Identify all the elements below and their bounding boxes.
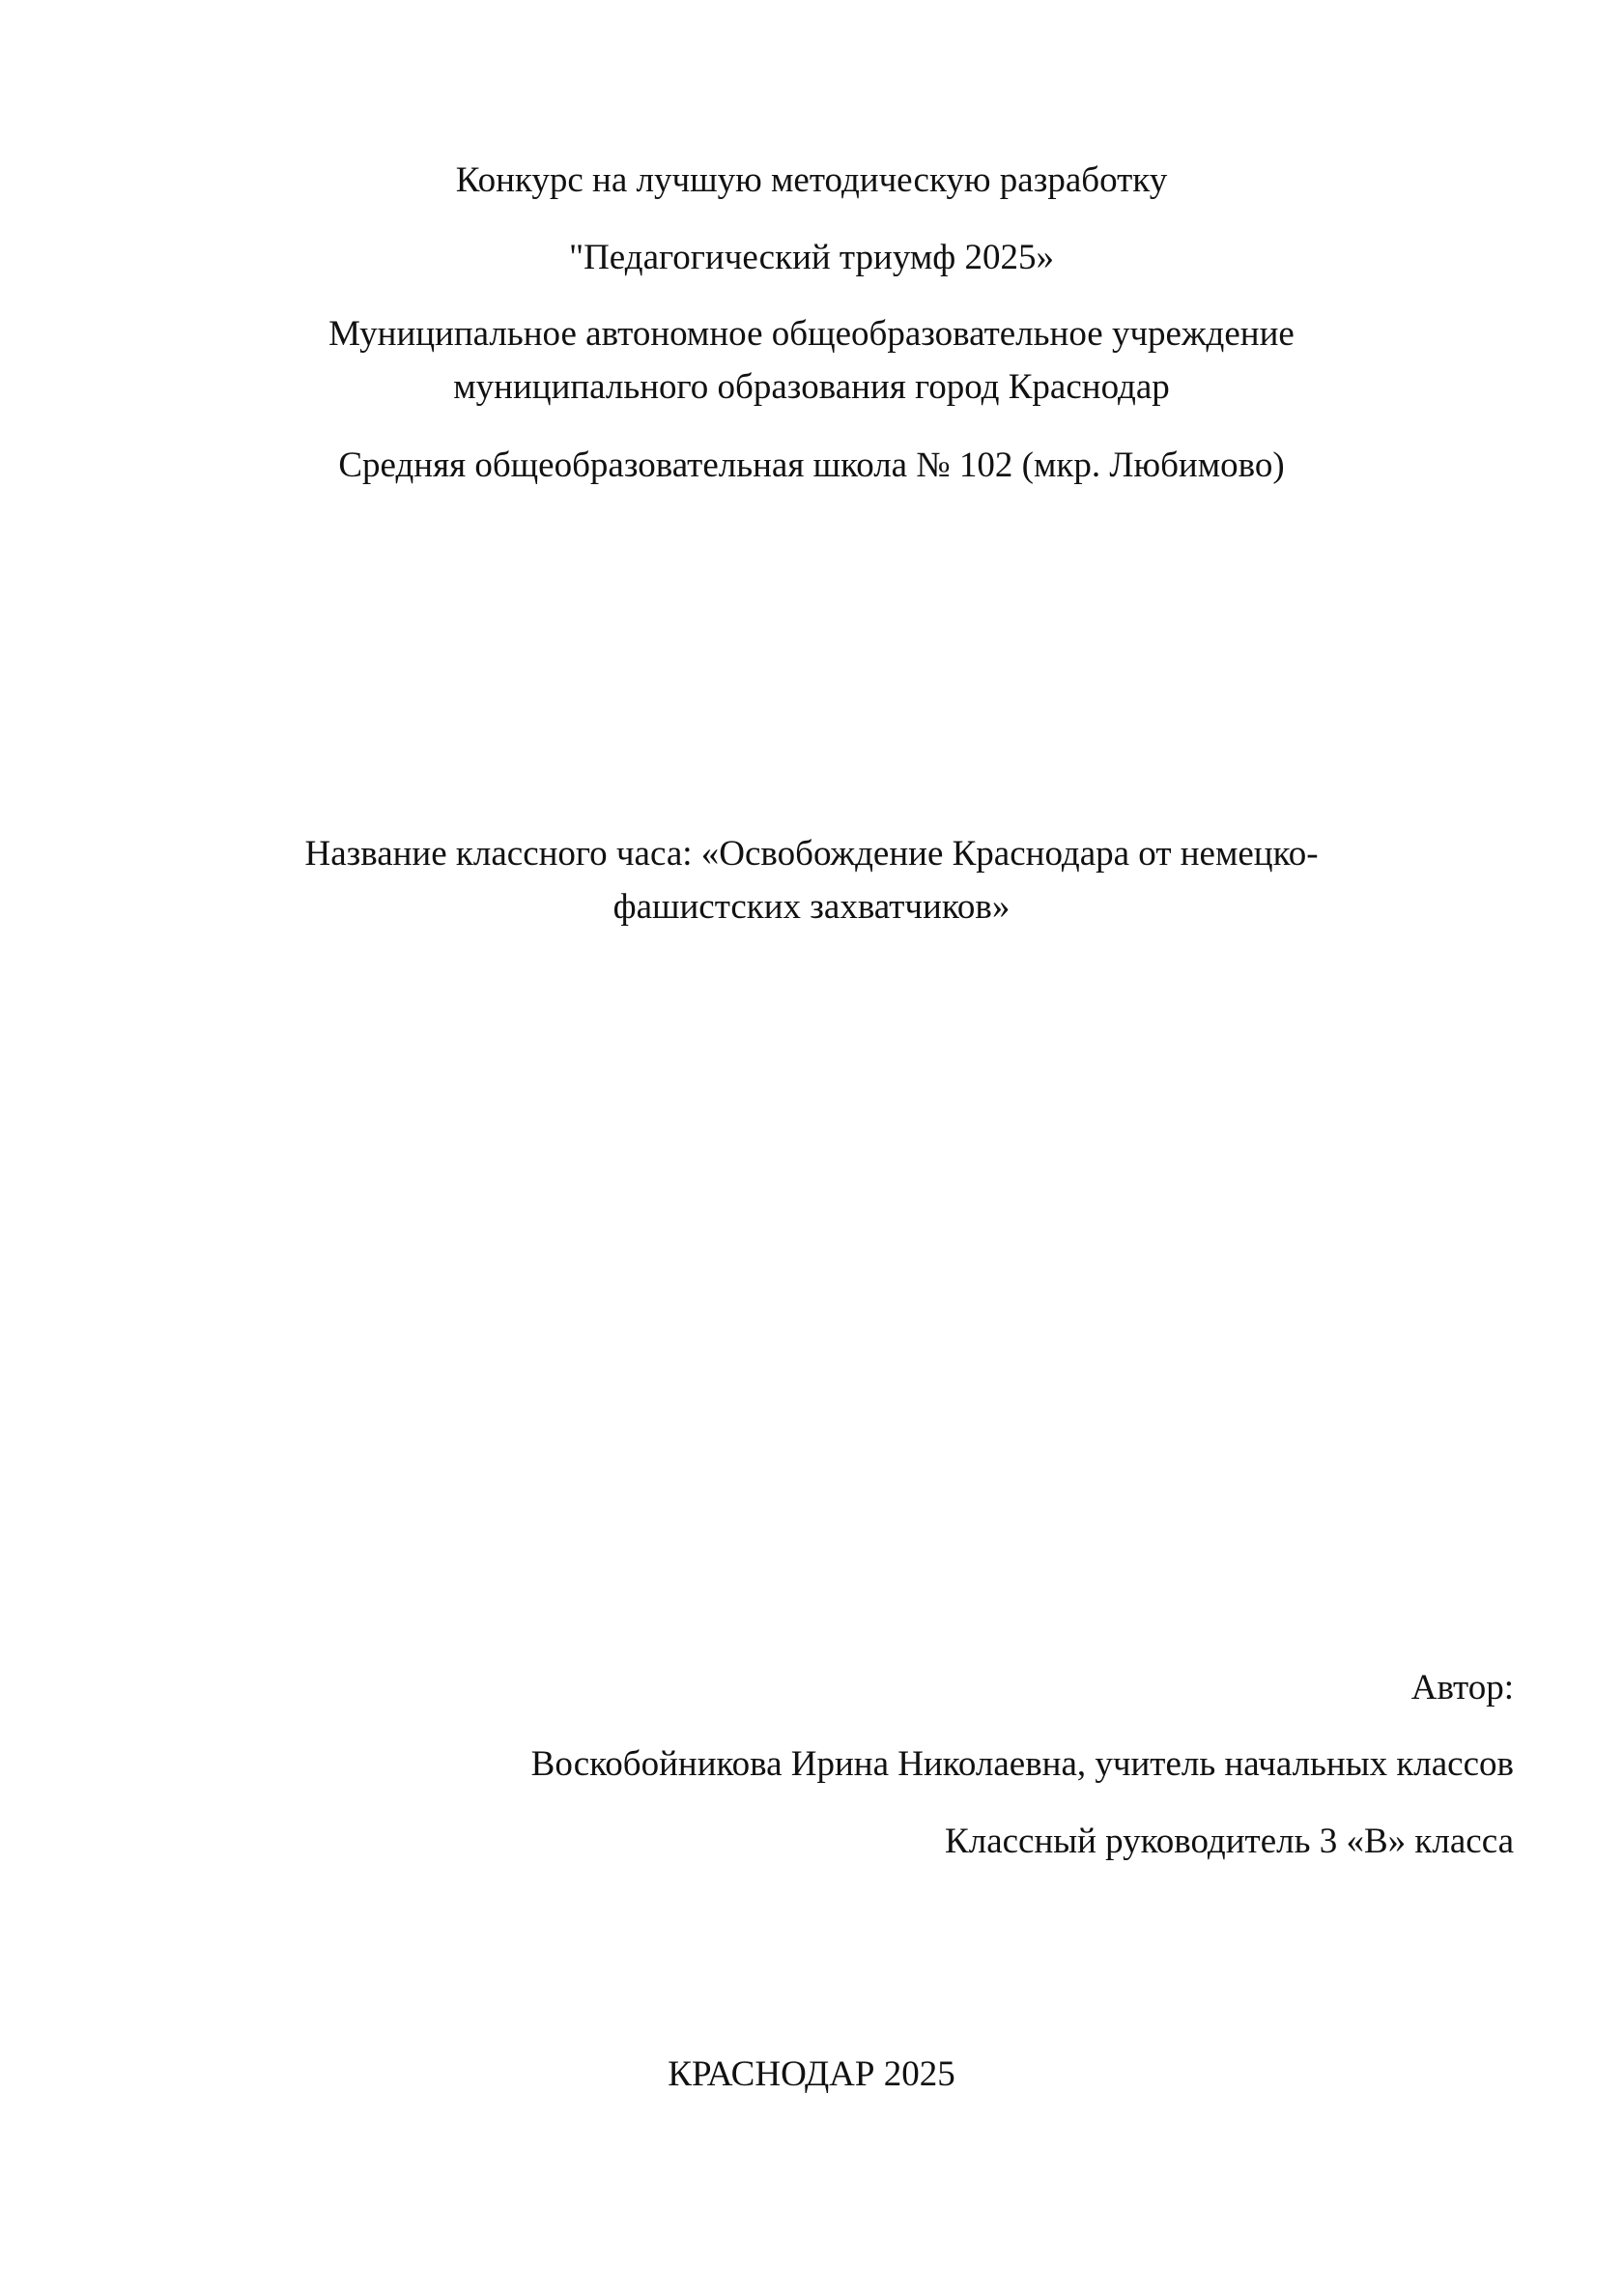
author-role: Классный руководитель 3 «В» класса bbox=[945, 1822, 1514, 1861]
city-year: КРАСНОДАР 2025 bbox=[668, 2054, 955, 2094]
contest-line: Конкурс на лучшую методическую разработку bbox=[455, 160, 1168, 200]
institution-line-1: Муниципальное автономное общеобразовательное учреждение bbox=[328, 314, 1295, 354]
contest-name: "Педагогический триумф 2025» bbox=[568, 238, 1054, 277]
school-line: Средняя общеобразовательная школа № 102 (мкр. Любимово) bbox=[338, 445, 1285, 485]
class-hour-title-line-1: Название классного часа: «Освобождение Краснодара от немецко- bbox=[304, 834, 1319, 874]
author-name: Воскобойникова Ирина Николаевна, учитель начальных классов bbox=[530, 1744, 1514, 1784]
institution-line-2: муниципального образования город Краснодар bbox=[453, 367, 1170, 407]
class-hour-title-line-2: фашистских захватчиков» bbox=[612, 887, 1011, 927]
author-label: Автор: bbox=[1410, 1668, 1514, 1708]
